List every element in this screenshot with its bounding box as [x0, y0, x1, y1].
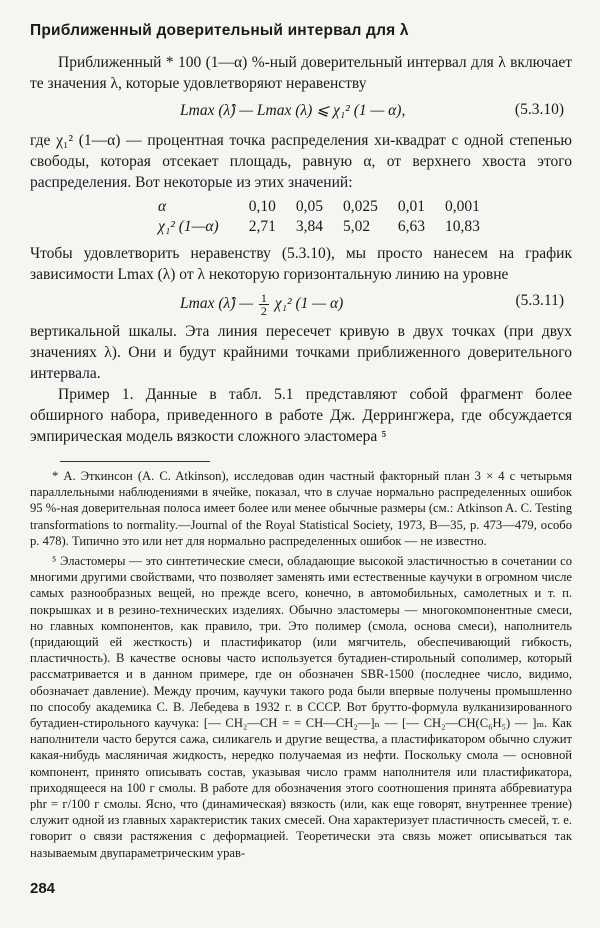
equation-text: Lmax (λ̂) — Lmax (λ) ⩽ χ₁² (1 — α), [180, 102, 406, 119]
equation-suffix: χ₁² (1 — α) [274, 295, 344, 313]
paragraph-horizontal-line: Чтобы удовлетворить неравенству (5.3.10), мы просто нанесем на график зависимости Lmax (λ) от λ некоторую горизонтальную линию на уровне [30, 245, 572, 283]
paragraph-interval-endpoints: вертикальной шкалы. Эта линия пересечет кривую в двух точках (при двух значениях λ). Они и будут крайними точками приближенного доверительного интервала. [30, 323, 572, 382]
equation-number: (5.3.10) [514, 101, 564, 118]
equation-prefix: Lmax (λ̂) — [180, 295, 254, 313]
paragraph-chi-square: где χ₁² (1—α) — процентная точка распределения хи-квадрат с одной степенью свободы, которая отсекает площадь, равную α, от верхнего хвоста этого распределения. Вот некоторые из этих значений: [30, 132, 572, 191]
table-cell: 0,01 [397, 198, 425, 215]
equation-5-3-10 [30, 97, 572, 127]
footnote-elastomers: ⁵ Эластомеры — это синтетические смеси, обладающие высокой эластичностью в сочетании со многими другими свойствами, что позволяет заменять ими естественные каучуки в огромном числе самых разнообразных вещей, но прежде всего, конечно, в автомобильных, самолетных и т. п. покрышках и в резино-технических изделиях. Обычно эластомеры — многокомпонентные смеси, но главных компонентов, как правило, три. Это полимер (смола, основа смеси), наполнитель (придающий ей жесткость) и пластификатор (или мягчитель, обеспечивающий гибкость, пластичность). В качестве основы часто используется бутадиен-стирольный сополимер, который рассматривается и в данном примере, где он обозначен SBR-1500 (последнее число, видимо, обозначает давление). Между прочим, каучуки такого рода были впервые получены промышленно по способу академика С. В. Лебедева в 1932 г. в СССР. Вот брутто-формула вулканизированного бутадиен-стирольного каучука: [— CH₂—CH = = CH—CH₂—]ₙ — [— CH₂—CH(C₆H₅) — ]ₘ. Как наполнители часто берутся сажа, силикагель и другие вещества, а пластификатором обычно служит какая-нибудь масляничая жидкость, нередко получаемая из нефти. Поскольку смола — основной компонент, принято описывать состав, указывая число грамм наполнителя или пластификатора, приходящееся на 100 г смолы. В работе для обозначения этого соотношения принята аббревиатура phr = г/100 г смолы. Ясно, что (динамическая) вязкость (или, как еще говорят, внутреннее трение) служит одной из главных характеристик таких смесей. Она характеризует пластичность смесей, т. е. говорит о связи растяжения с деформацией. Теоретически эта связь может описываться так называемым двупараметрическим урав- [30, 554, 572, 860]
fraction-one-half [259, 292, 269, 317]
table-row-chi [148, 217, 490, 237]
table-cell: 3,84 [295, 218, 323, 235]
section-heading: Приближенный доверительный интервал для λ [30, 22, 409, 39]
row-label-chi: χ₁² (1—α) [158, 218, 219, 235]
chi-square-values-table [148, 197, 490, 237]
table-cell: 5,02 [342, 218, 371, 235]
table-cell: 0,05 [295, 198, 323, 215]
row-label-alpha: α [158, 198, 167, 215]
table-cell: 2,71 [248, 218, 276, 235]
footnote-atkinson: * А. Эткинсон (A. C. Atkinson), исследовав один частный факторный план 3 × 4 с четырьмя параллельными наблюдениями в ячейке, показал, что в случае нормально распределенных ошибок 95 %-ная доверительная полоса имеет более или менее обычные размеры (см.: Atkinson A. C. Testing transformations to normality.—Journal of the Royal Statistical Society, 1973, B—35, p. 473—479, особо p. 478). Типично это или нет для нормально распределенных ошибок — не известно. [30, 469, 572, 548]
fraction-numerator: 1 [260, 291, 267, 305]
equation-5-3-11 [30, 288, 572, 318]
table-cell: 0,10 [248, 198, 276, 215]
table-cell: 0,001 [444, 198, 480, 215]
equation-number: (5.3.11) [515, 292, 564, 309]
table-cell: 0,025 [342, 198, 378, 215]
table-row-alpha [148, 197, 490, 217]
paragraph-intro: Приближенный * 100 (1—α) %-ный доверительный интервал для λ включает те значения λ, которые удовлетворяют неравенству [30, 54, 572, 92]
table-cell: 6,63 [397, 218, 425, 235]
fraction-denominator: 2 [260, 304, 267, 318]
footnote-divider [60, 461, 210, 462]
equation-text [180, 292, 343, 317]
paragraph-example-1: Пример 1. Данные в табл. 5.1 представляют собой фрагмент более обширного набора, приведенного в работе Дж. Деррингжера, где обсуждается эмпирическая модель вязкости сложного эластомера ⁵ [30, 386, 572, 445]
page-number: 284 [30, 880, 56, 897]
table-cell: 10,83 [444, 218, 480, 235]
